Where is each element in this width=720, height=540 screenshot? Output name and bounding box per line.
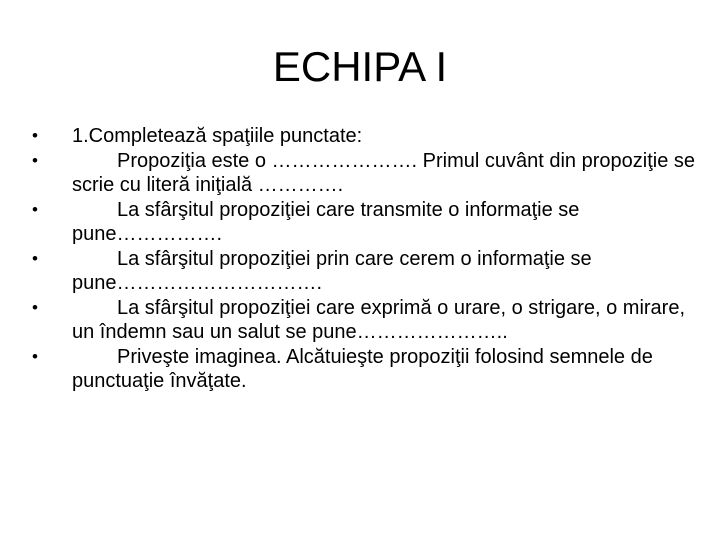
list-item [30, 247, 700, 296]
list-item [30, 124, 700, 149]
list-item-text [72, 124, 700, 149]
list-item-text [72, 247, 700, 296]
list-item-text [72, 198, 700, 247]
bullet-dot-icon: • [32, 297, 38, 317]
list-item-text [72, 149, 700, 198]
list-item [30, 149, 700, 198]
bullet-list [30, 124, 700, 394]
slide-title: ECHIPA I [272, 43, 448, 90]
list-item [30, 345, 700, 394]
list-item-label: La sfârşitul propoziţiei care transmite o informaţie se pune……………. [72, 198, 580, 245]
list-item-label: Priveşte imaginea. Alcătuieşte propoziţii folosind semnele de punctuaţie învăţate. [72, 345, 653, 392]
list-item-label: 1.Completează spaţiile punctate: [72, 125, 363, 147]
list-item-label: La sfârşitul propoziţiei prin care cerem o informaţie se pune…………………………. [72, 247, 592, 294]
list-item [30, 198, 700, 247]
list-item [30, 296, 700, 345]
list-item-text [72, 296, 700, 345]
bullet-dot-icon: • [32, 150, 38, 170]
list-item-text [72, 345, 700, 394]
list-item-label: La sfârşitul propoziţiei care exprimă o urare, o strigare, o mirare, un îndemn sau un salut se pune………………….. [72, 296, 686, 343]
list-item-label: Propoziţia este o …………………. Primul cuvânt din propoziţie se scrie cu literă iniţială …………. [72, 149, 695, 196]
bullet-dot-icon: • [32, 199, 38, 219]
bullet-dot-icon: • [32, 126, 38, 145]
bullet-dot-icon: • [32, 248, 38, 268]
bullet-dot-icon: • [32, 346, 38, 366]
